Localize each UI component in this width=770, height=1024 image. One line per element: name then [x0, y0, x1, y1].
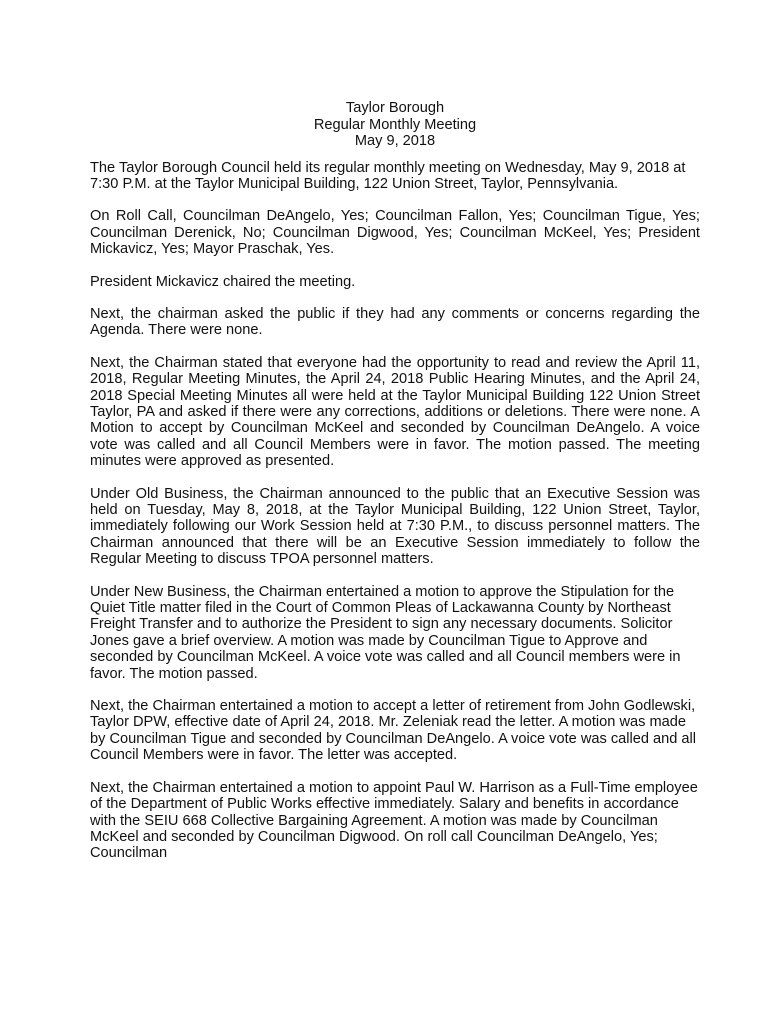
document-header — [90, 100, 700, 150]
paragraph-retirement-letter: Next, the Chairman entertained a motion to accept a letter of retirement from John Godlewski, Taylor DPW, effective date of April 24, 2018. Mr. Zeleniak read the letter. A motion was made by Councilman Tigue and seconded by Councilman DeAngelo. A voice vote was called and all Council Members were in favor. The letter was accepted. — [90, 698, 697, 764]
paragraph-chair: President Mickavicz chaired the meeting. — [90, 273, 356, 290]
document-page — [90, 100, 700, 878]
paragraph-old-business: Under Old Business, the Chairman announced to the public that an Executive Session was held on Tuesday, May 8, 2018, at the Taylor Municipal Building, 122 Union Street, Taylor, immediately following our Work Session held at 7:30 P.M., to discuss personnel matters. The Chairman announced that there will be an Executive Session immediately to follow the Regular Meeting to discuss TPOA personnel matters. — [90, 485, 700, 568]
paragraph-meeting-intro: The Taylor Borough Council held its regular monthly meeting on Wednesday, May 9, 2018 at 7:30 P.M. at the Taylor Municipal Building, 122 Union Street, Taylor, Pennsylvania. — [90, 159, 686, 192]
meeting-date: May 9, 2018 — [354, 133, 436, 149]
paragraph-minutes-approval: Next, the Chairman stated that everyone had the opportunity to read and review the April 11, 2018, Regular Meeting Minutes, the April 24, 2018 Public Hearing Minutes, and the April 24, 2018 Special Meeting Minutes all were held at the Taylor Municipal Building 122 Union Street Taylor, PA and asked if there were any corrections, additions or deletions. There were none. A Motion to accept by Councilman McKeel and seconded by Councilman DeAngelo. A voice vote was called and all Council Members were in favor. The motion passed. The meeting minutes were approved as presented. — [90, 354, 700, 470]
paragraph-roll-call: On Roll Call, Councilman DeAngelo, Yes; Councilman Fallon, Yes; Councilman Tigue, Yes; Councilman Derenick, No; Councilman Digwood, Yes; Councilman McKeel, Yes; President Mickavicz, Yes; Mayor Praschak, Yes. — [90, 208, 700, 258]
borough-name: Taylor Borough — [345, 100, 445, 116]
paragraph-appointment: Next, the Chairman entertained a motion to appoint Paul W. Harrison as a Full-Time employee of the Department of Public Works effective immediately. Salary and benefits in accordance with the SEIU 668 Collective Bargaining Agreement. A motion was made by Councilman McKeel and seconded by Councilman Digwood. On roll call Councilman DeAngelo, Yes; Councilman — [90, 779, 698, 862]
paragraph-public-comments: Next, the chairman asked the public if they had any comments or concerns regarding the Agenda. There were none. — [90, 305, 700, 339]
paragraph-new-business: Under New Business, the Chairman entertained a motion to approve the Stipulation for the Quiet Title matter filed in the Court of Common Pleas of Lackawanna County by Northeast Freight Transfer and to authorize the President to sign any necessary documents. Solicitor Jones gave a brief overview. A motion was made by Councilman Tigue to Approve and seconded by Councilman McKeel. A voice vote was called and all Council members were in favor. The motion passed. — [90, 583, 681, 682]
meeting-title: Regular Monthly Meeting — [313, 116, 477, 133]
